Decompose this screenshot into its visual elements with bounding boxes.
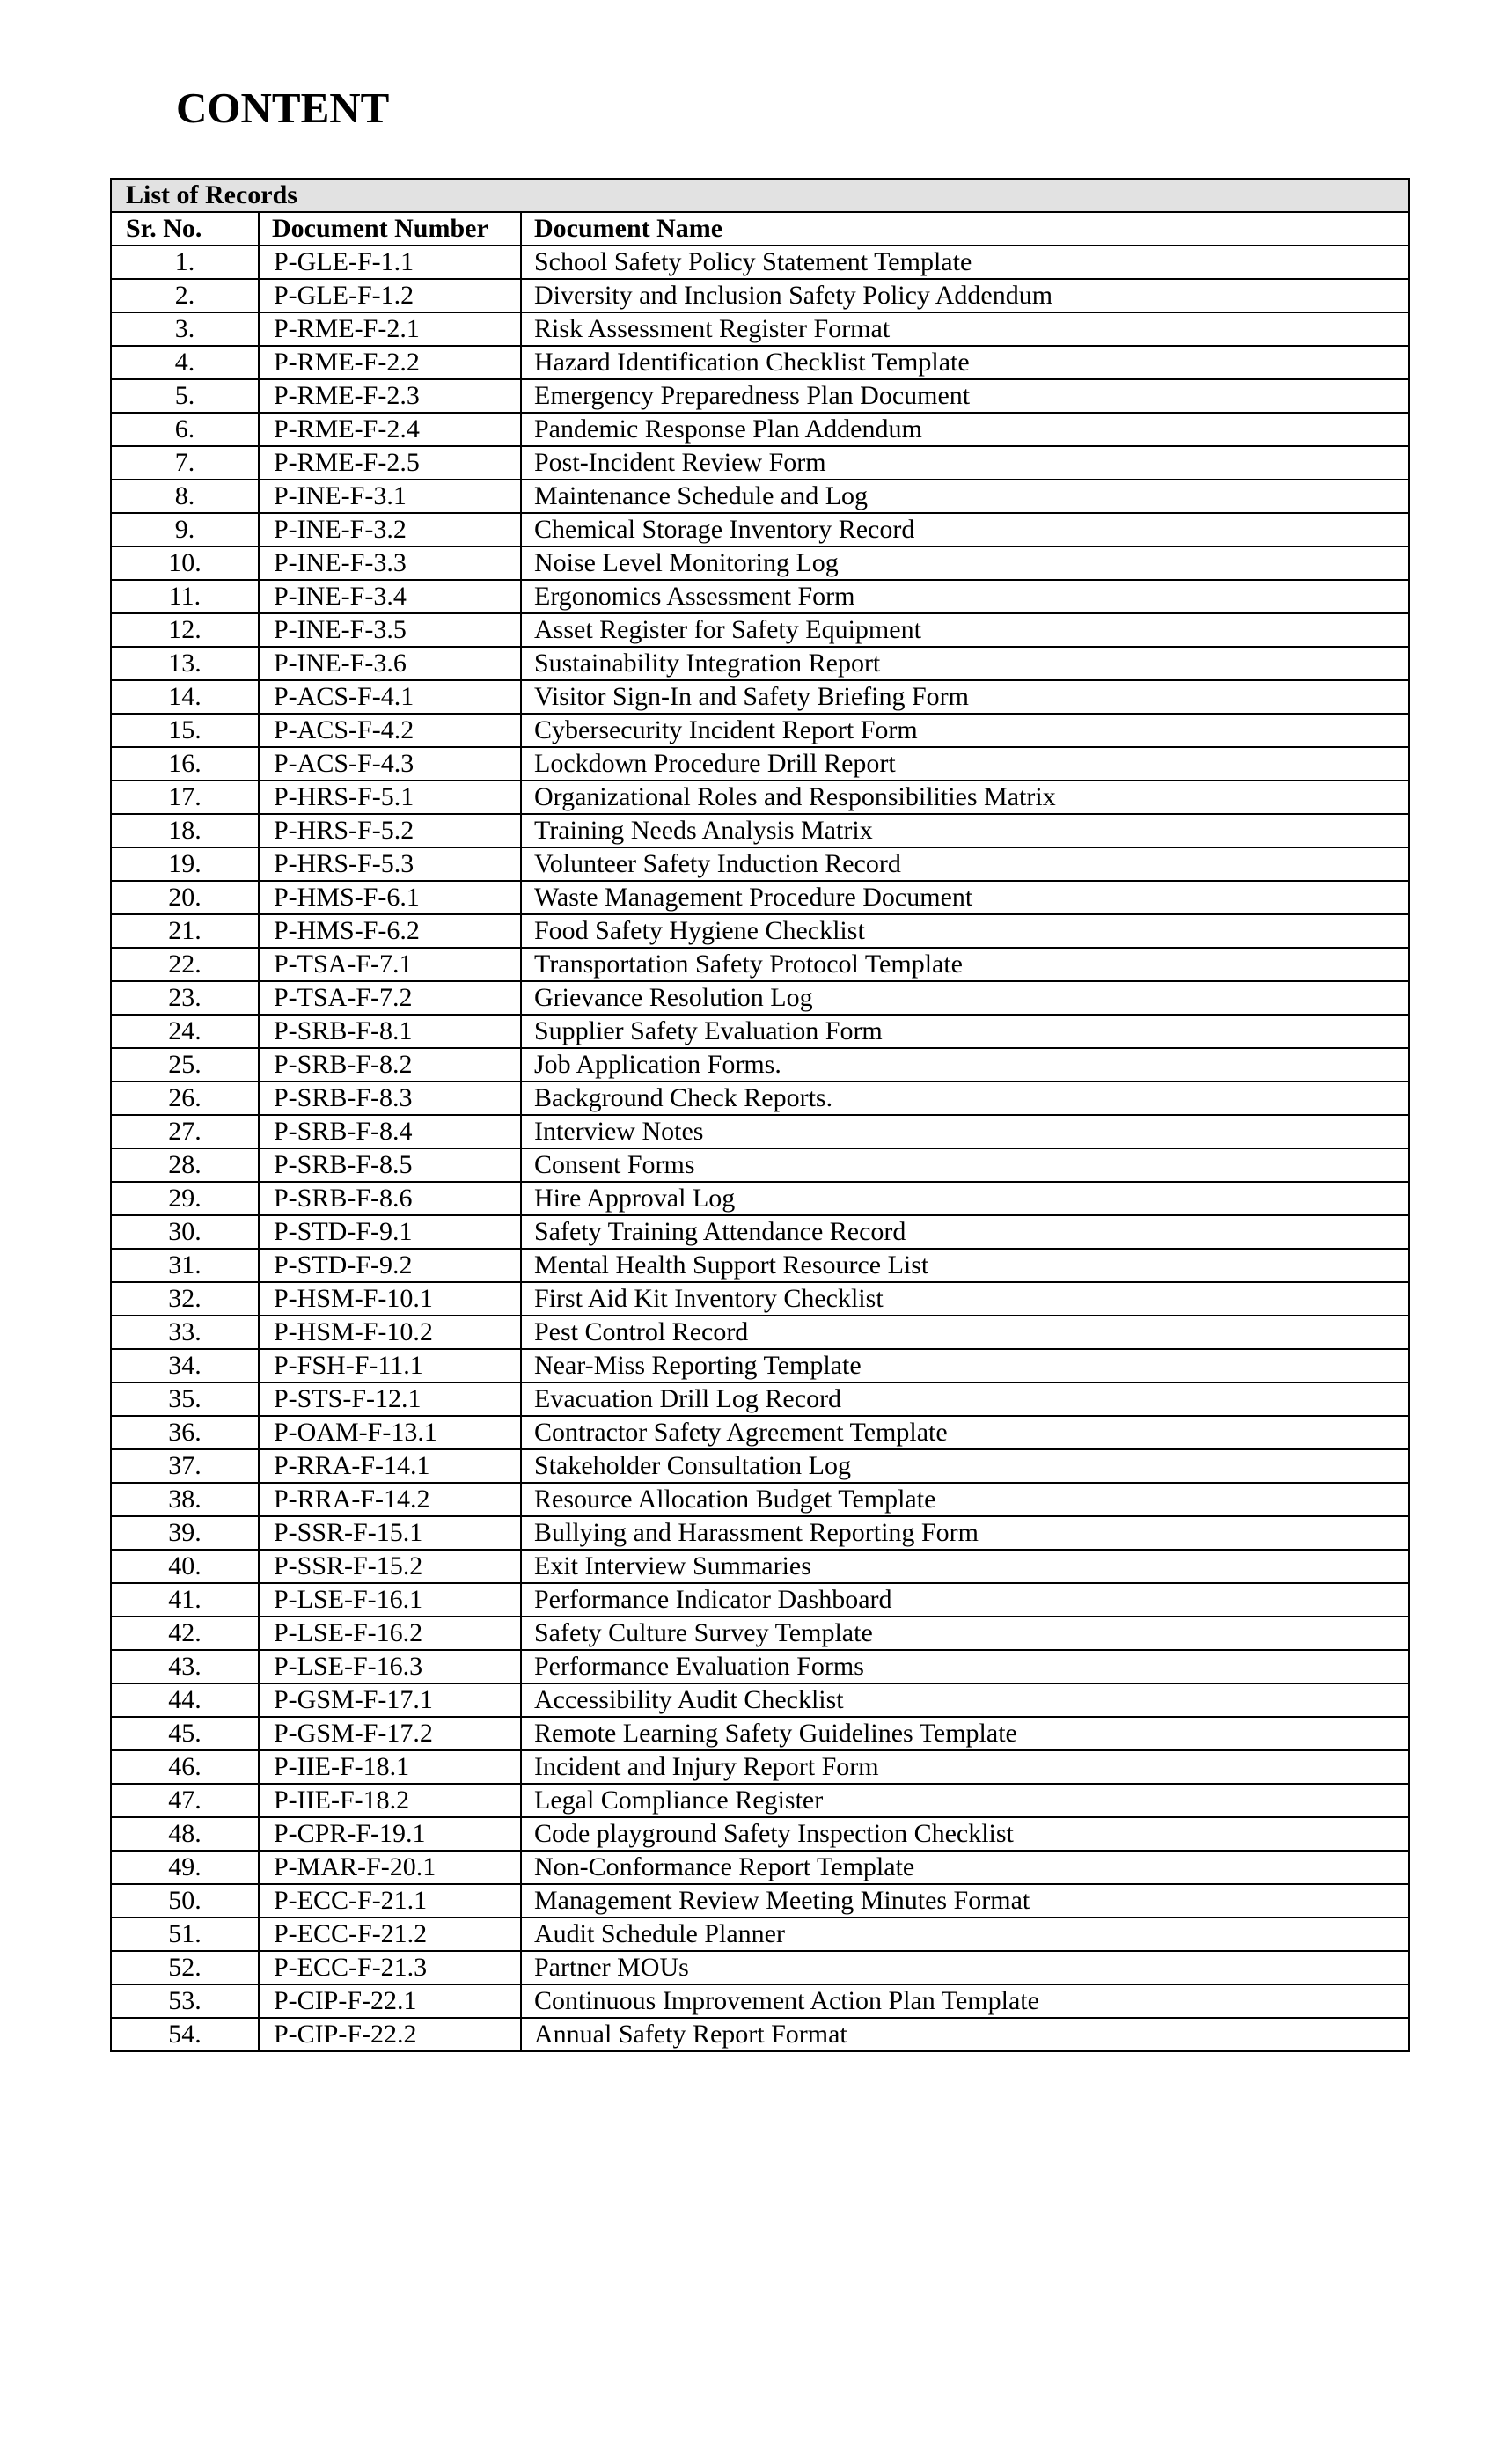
document-number-cell: P-RME-F-2.1	[259, 312, 521, 346]
document-number-cell: P-ACS-F-4.3	[259, 747, 521, 781]
table-row	[111, 1148, 1409, 1182]
document-name-cell: Hire Approval Log	[521, 1182, 1409, 1215]
sr-no-cell: 53.	[111, 1984, 259, 2018]
document-name-cell: Bullying and Harassment Reporting Form	[521, 1516, 1409, 1550]
table-row	[111, 714, 1409, 747]
column-header-document-name: Document Name	[521, 212, 1409, 246]
table-row	[111, 1416, 1409, 1449]
document-name-cell: Post-Incident Review Form	[521, 446, 1409, 480]
document-name-cell: Noise Level Monitoring Log	[521, 546, 1409, 580]
document-name-cell: Code playground Safety Inspection Checklist	[521, 1817, 1409, 1851]
document-name-cell: Training Needs Analysis Matrix	[521, 814, 1409, 847]
sr-no-cell: 33.	[111, 1316, 259, 1349]
table-row	[111, 1750, 1409, 1784]
sr-no-cell: 18.	[111, 814, 259, 847]
sr-no-cell: 51.	[111, 1918, 259, 1951]
document-number-cell: P-SRB-F-8.4	[259, 1115, 521, 1148]
document-number-cell: P-RME-F-2.5	[259, 446, 521, 480]
document-number-cell: P-ACS-F-4.1	[259, 680, 521, 714]
document-number-cell: P-INE-F-3.5	[259, 613, 521, 647]
document-name-cell: Safety Training Attendance Record	[521, 1215, 1409, 1249]
document-name-cell: Diversity and Inclusion Safety Policy Addendum	[521, 279, 1409, 312]
table-row	[111, 1583, 1409, 1617]
table-row	[111, 279, 1409, 312]
document-name-cell: Safety Culture Survey Template	[521, 1617, 1409, 1650]
table-row	[111, 1717, 1409, 1750]
document-number-cell: P-ACS-F-4.2	[259, 714, 521, 747]
document-number-cell: P-OAM-F-13.1	[259, 1416, 521, 1449]
document-number-cell: P-HMS-F-6.1	[259, 881, 521, 914]
document-name-cell: Cybersecurity Incident Report Form	[521, 714, 1409, 747]
table-row	[111, 680, 1409, 714]
document-name-cell: Emergency Preparedness Plan Document	[521, 379, 1409, 413]
table-row	[111, 513, 1409, 546]
table-header	[111, 179, 1409, 246]
document-number-cell: P-CIP-F-22.2	[259, 2018, 521, 2051]
document-number-cell: P-LSE-F-16.1	[259, 1583, 521, 1617]
sr-no-cell: 43.	[111, 1650, 259, 1683]
sr-no-cell: 7.	[111, 446, 259, 480]
table-row	[111, 1349, 1409, 1382]
table-row	[111, 1082, 1409, 1115]
document-number-cell: P-IIE-F-18.1	[259, 1750, 521, 1784]
document-name-cell: Asset Register for Safety Equipment	[521, 613, 1409, 647]
document-name-cell: Lockdown Procedure Drill Report	[521, 747, 1409, 781]
document-name-cell: Performance Evaluation Forms	[521, 1650, 1409, 1683]
table-row	[111, 413, 1409, 446]
table-caption: List of Records	[111, 179, 1409, 212]
table-row	[111, 1282, 1409, 1316]
document-name-cell: Waste Management Procedure Document	[521, 881, 1409, 914]
document-number-cell: P-STS-F-12.1	[259, 1382, 521, 1416]
table-row	[111, 1048, 1409, 1082]
table-row	[111, 613, 1409, 647]
sr-no-cell: 23.	[111, 981, 259, 1015]
sr-no-cell: 6.	[111, 413, 259, 446]
document-name-cell: Background Check Reports.	[521, 1082, 1409, 1115]
document-name-cell: Near-Miss Reporting Template	[521, 1349, 1409, 1382]
document-name-cell: School Safety Policy Statement Template	[521, 246, 1409, 279]
document-name-cell: Pest Control Record	[521, 1316, 1409, 1349]
table-row	[111, 346, 1409, 379]
sr-no-cell: 2.	[111, 279, 259, 312]
document-number-cell: P-INE-F-3.6	[259, 647, 521, 680]
table-row	[111, 580, 1409, 613]
document-name-cell: Volunteer Safety Induction Record	[521, 847, 1409, 881]
sr-no-cell: 50.	[111, 1884, 259, 1918]
document-name-cell: Organizational Roles and Responsibilities Matrix	[521, 781, 1409, 814]
table-row	[111, 1483, 1409, 1516]
sr-no-cell: 31.	[111, 1249, 259, 1282]
column-header-sr-no: Sr. No.	[111, 212, 259, 246]
sr-no-cell: 8.	[111, 480, 259, 513]
document-name-cell: Sustainability Integration Report	[521, 647, 1409, 680]
sr-no-cell: 27.	[111, 1115, 259, 1148]
document-name-cell: Consent Forms	[521, 1148, 1409, 1182]
document-number-cell: P-IIE-F-18.2	[259, 1784, 521, 1817]
sr-no-cell: 49.	[111, 1851, 259, 1884]
table-row	[111, 480, 1409, 513]
sr-no-cell: 15.	[111, 714, 259, 747]
document-number-cell: P-INE-F-3.2	[259, 513, 521, 546]
sr-no-cell: 1.	[111, 246, 259, 279]
document-name-cell: Job Application Forms.	[521, 1048, 1409, 1082]
table-row	[111, 1550, 1409, 1583]
table-row	[111, 1215, 1409, 1249]
document-name-cell: Contractor Safety Agreement Template	[521, 1416, 1409, 1449]
table-row	[111, 981, 1409, 1015]
sr-no-cell: 30.	[111, 1215, 259, 1249]
document-number-cell: P-ECC-F-21.3	[259, 1951, 521, 1984]
sr-no-cell: 54.	[111, 2018, 259, 2051]
table-row	[111, 1516, 1409, 1550]
table-row	[111, 647, 1409, 680]
sr-no-cell: 42.	[111, 1617, 259, 1650]
document-number-cell: P-RME-F-2.3	[259, 379, 521, 413]
document-number-cell: P-SRB-F-8.5	[259, 1148, 521, 1182]
sr-no-cell: 46.	[111, 1750, 259, 1784]
document-name-cell: Accessibility Audit Checklist	[521, 1683, 1409, 1717]
document-number-cell: P-LSE-F-16.3	[259, 1650, 521, 1683]
document-number-cell: P-GLE-F-1.1	[259, 246, 521, 279]
table-row	[111, 1984, 1409, 2018]
sr-no-cell: 24.	[111, 1015, 259, 1048]
sr-no-cell: 35.	[111, 1382, 259, 1416]
document-name-cell: Legal Compliance Register	[521, 1784, 1409, 1817]
document-number-cell: P-INE-F-3.1	[259, 480, 521, 513]
document-number-cell: P-SRB-F-8.6	[259, 1182, 521, 1215]
document-name-cell: Audit Schedule Planner	[521, 1918, 1409, 1951]
table-row	[111, 312, 1409, 346]
document-name-cell: Interview Notes	[521, 1115, 1409, 1148]
table-row	[111, 1784, 1409, 1817]
document-number-cell: P-HRS-F-5.1	[259, 781, 521, 814]
table-row	[111, 546, 1409, 580]
document-number-cell: P-ECC-F-21.1	[259, 1884, 521, 1918]
sr-no-cell: 3.	[111, 312, 259, 346]
document-name-cell: Resource Allocation Budget Template	[521, 1483, 1409, 1516]
sr-no-cell: 38.	[111, 1483, 259, 1516]
table-row	[111, 1617, 1409, 1650]
table-row	[111, 446, 1409, 480]
document-name-cell: Evacuation Drill Log Record	[521, 1382, 1409, 1416]
table-row	[111, 379, 1409, 413]
document-number-cell: P-CIP-F-22.1	[259, 1984, 521, 2018]
document-name-cell: Grievance Resolution Log	[521, 981, 1409, 1015]
sr-no-cell: 41.	[111, 1583, 259, 1617]
document-number-cell: P-LSE-F-16.2	[259, 1617, 521, 1650]
document-name-cell: Ergonomics Assessment Form	[521, 580, 1409, 613]
document-number-cell: P-RME-F-2.4	[259, 413, 521, 446]
sr-no-cell: 12.	[111, 613, 259, 647]
document-name-cell: First Aid Kit Inventory Checklist	[521, 1282, 1409, 1316]
document-number-cell: P-INE-F-3.3	[259, 546, 521, 580]
table-row	[111, 1015, 1409, 1048]
table-row	[111, 1249, 1409, 1282]
table-row	[111, 1918, 1409, 1951]
table-row	[111, 1449, 1409, 1483]
document-number-cell: P-INE-F-3.4	[259, 580, 521, 613]
table-row	[111, 814, 1409, 847]
sr-no-cell: 29.	[111, 1182, 259, 1215]
sr-no-cell: 39.	[111, 1516, 259, 1550]
column-header-document-number: Document Number	[259, 212, 521, 246]
document-name-cell: Stakeholder Consultation Log	[521, 1449, 1409, 1483]
table-row	[111, 781, 1409, 814]
document-number-cell: P-SRB-F-8.1	[259, 1015, 521, 1048]
document-number-cell: P-RRA-F-14.2	[259, 1483, 521, 1516]
column-header-row	[111, 212, 1409, 246]
document-name-cell: Incident and Injury Report Form	[521, 1750, 1409, 1784]
sr-no-cell: 16.	[111, 747, 259, 781]
table-row	[111, 1115, 1409, 1148]
document-number-cell: P-TSA-F-7.1	[259, 948, 521, 981]
table-row	[111, 747, 1409, 781]
records-table	[110, 178, 1410, 2052]
table-row	[111, 1316, 1409, 1349]
document-number-cell: P-HSM-F-10.2	[259, 1316, 521, 1349]
sr-no-cell: 44.	[111, 1683, 259, 1717]
sr-no-cell: 34.	[111, 1349, 259, 1382]
table-row	[111, 246, 1409, 279]
table-row	[111, 1182, 1409, 1215]
page-title: CONTENT	[176, 84, 390, 132]
document-name-cell: Hazard Identification Checklist Template	[521, 346, 1409, 379]
document-number-cell: P-TSA-F-7.2	[259, 981, 521, 1015]
table-row	[111, 1951, 1409, 1984]
sr-no-cell: 9.	[111, 513, 259, 546]
sr-no-cell: 26.	[111, 1082, 259, 1115]
sr-no-cell: 14.	[111, 680, 259, 714]
sr-no-cell: 17.	[111, 781, 259, 814]
sr-no-cell: 37.	[111, 1449, 259, 1483]
document-number-cell: P-SSR-F-15.2	[259, 1550, 521, 1583]
sr-no-cell: 47.	[111, 1784, 259, 1817]
sr-no-cell: 10.	[111, 546, 259, 580]
document-number-cell: P-RRA-F-14.1	[259, 1449, 521, 1483]
table-row	[111, 1817, 1409, 1851]
table-row	[111, 1382, 1409, 1416]
table-row	[111, 1683, 1409, 1717]
document-number-cell: P-STD-F-9.1	[259, 1215, 521, 1249]
document-number-cell: P-MAR-F-20.1	[259, 1851, 521, 1884]
document-number-cell: P-HMS-F-6.2	[259, 914, 521, 948]
document-number-cell: P-HRS-F-5.3	[259, 847, 521, 881]
document-number-cell: P-FSH-F-11.1	[259, 1349, 521, 1382]
sr-no-cell: 48.	[111, 1817, 259, 1851]
sr-no-cell: 5.	[111, 379, 259, 413]
document-number-cell: P-HSM-F-10.1	[259, 1282, 521, 1316]
sr-no-cell: 40.	[111, 1550, 259, 1583]
sr-no-cell: 52.	[111, 1951, 259, 1984]
document-number-cell: P-GLE-F-1.2	[259, 279, 521, 312]
document-name-cell: Supplier Safety Evaluation Form	[521, 1015, 1409, 1048]
document-name-cell: Maintenance Schedule and Log	[521, 480, 1409, 513]
table-row	[111, 1851, 1409, 1884]
sr-no-cell: 11.	[111, 580, 259, 613]
document-name-cell: Remote Learning Safety Guidelines Template	[521, 1717, 1409, 1750]
document-number-cell: P-ECC-F-21.2	[259, 1918, 521, 1951]
document-name-cell: Partner MOUs	[521, 1951, 1409, 1984]
document-number-cell: P-SRB-F-8.2	[259, 1048, 521, 1082]
document-name-cell: Pandemic Response Plan Addendum	[521, 413, 1409, 446]
table-row	[111, 847, 1409, 881]
table-row	[111, 1650, 1409, 1683]
sr-no-cell: 19.	[111, 847, 259, 881]
document-name-cell: Management Review Meeting Minutes Format	[521, 1884, 1409, 1918]
sr-no-cell: 4.	[111, 346, 259, 379]
document-number-cell: P-GSM-F-17.2	[259, 1717, 521, 1750]
sr-no-cell: 36.	[111, 1416, 259, 1449]
sr-no-cell: 32.	[111, 1282, 259, 1316]
document-name-cell: Chemical Storage Inventory Record	[521, 513, 1409, 546]
document-name-cell: Mental Health Support Resource List	[521, 1249, 1409, 1282]
document-name-cell: Non-Conformance Report Template	[521, 1851, 1409, 1884]
table-row	[111, 1884, 1409, 1918]
sr-no-cell: 21.	[111, 914, 259, 948]
sr-no-cell: 28.	[111, 1148, 259, 1182]
document-name-cell: Exit Interview Summaries	[521, 1550, 1409, 1583]
table-row	[111, 2018, 1409, 2051]
sr-no-cell: 25.	[111, 1048, 259, 1082]
document-name-cell: Risk Assessment Register Format	[521, 312, 1409, 346]
document-number-cell: P-HRS-F-5.2	[259, 814, 521, 847]
document-number-cell: P-SRB-F-8.3	[259, 1082, 521, 1115]
document-number-cell: P-GSM-F-17.1	[259, 1683, 521, 1717]
document-name-cell: Annual Safety Report Format	[521, 2018, 1409, 2051]
document-number-cell: P-STD-F-9.2	[259, 1249, 521, 1282]
sr-no-cell: 13.	[111, 647, 259, 680]
table-row	[111, 948, 1409, 981]
sr-no-cell: 20.	[111, 881, 259, 914]
document-name-cell: Transportation Safety Protocol Template	[521, 948, 1409, 981]
sr-no-cell: 45.	[111, 1717, 259, 1750]
table-body	[111, 246, 1409, 2051]
document-name-cell: Food Safety Hygiene Checklist	[521, 914, 1409, 948]
document-name-cell: Visitor Sign-In and Safety Briefing Form	[521, 680, 1409, 714]
document-name-cell: Continuous Improvement Action Plan Template	[521, 1984, 1409, 2018]
document-number-cell: P-RME-F-2.2	[259, 346, 521, 379]
table-row	[111, 881, 1409, 914]
document-name-cell: Performance Indicator Dashboard	[521, 1583, 1409, 1617]
document-number-cell: P-SSR-F-15.1	[259, 1516, 521, 1550]
document-number-cell: P-CPR-F-19.1	[259, 1817, 521, 1851]
sr-no-cell: 22.	[111, 948, 259, 981]
table-row	[111, 914, 1409, 948]
caption-row	[111, 179, 1409, 212]
